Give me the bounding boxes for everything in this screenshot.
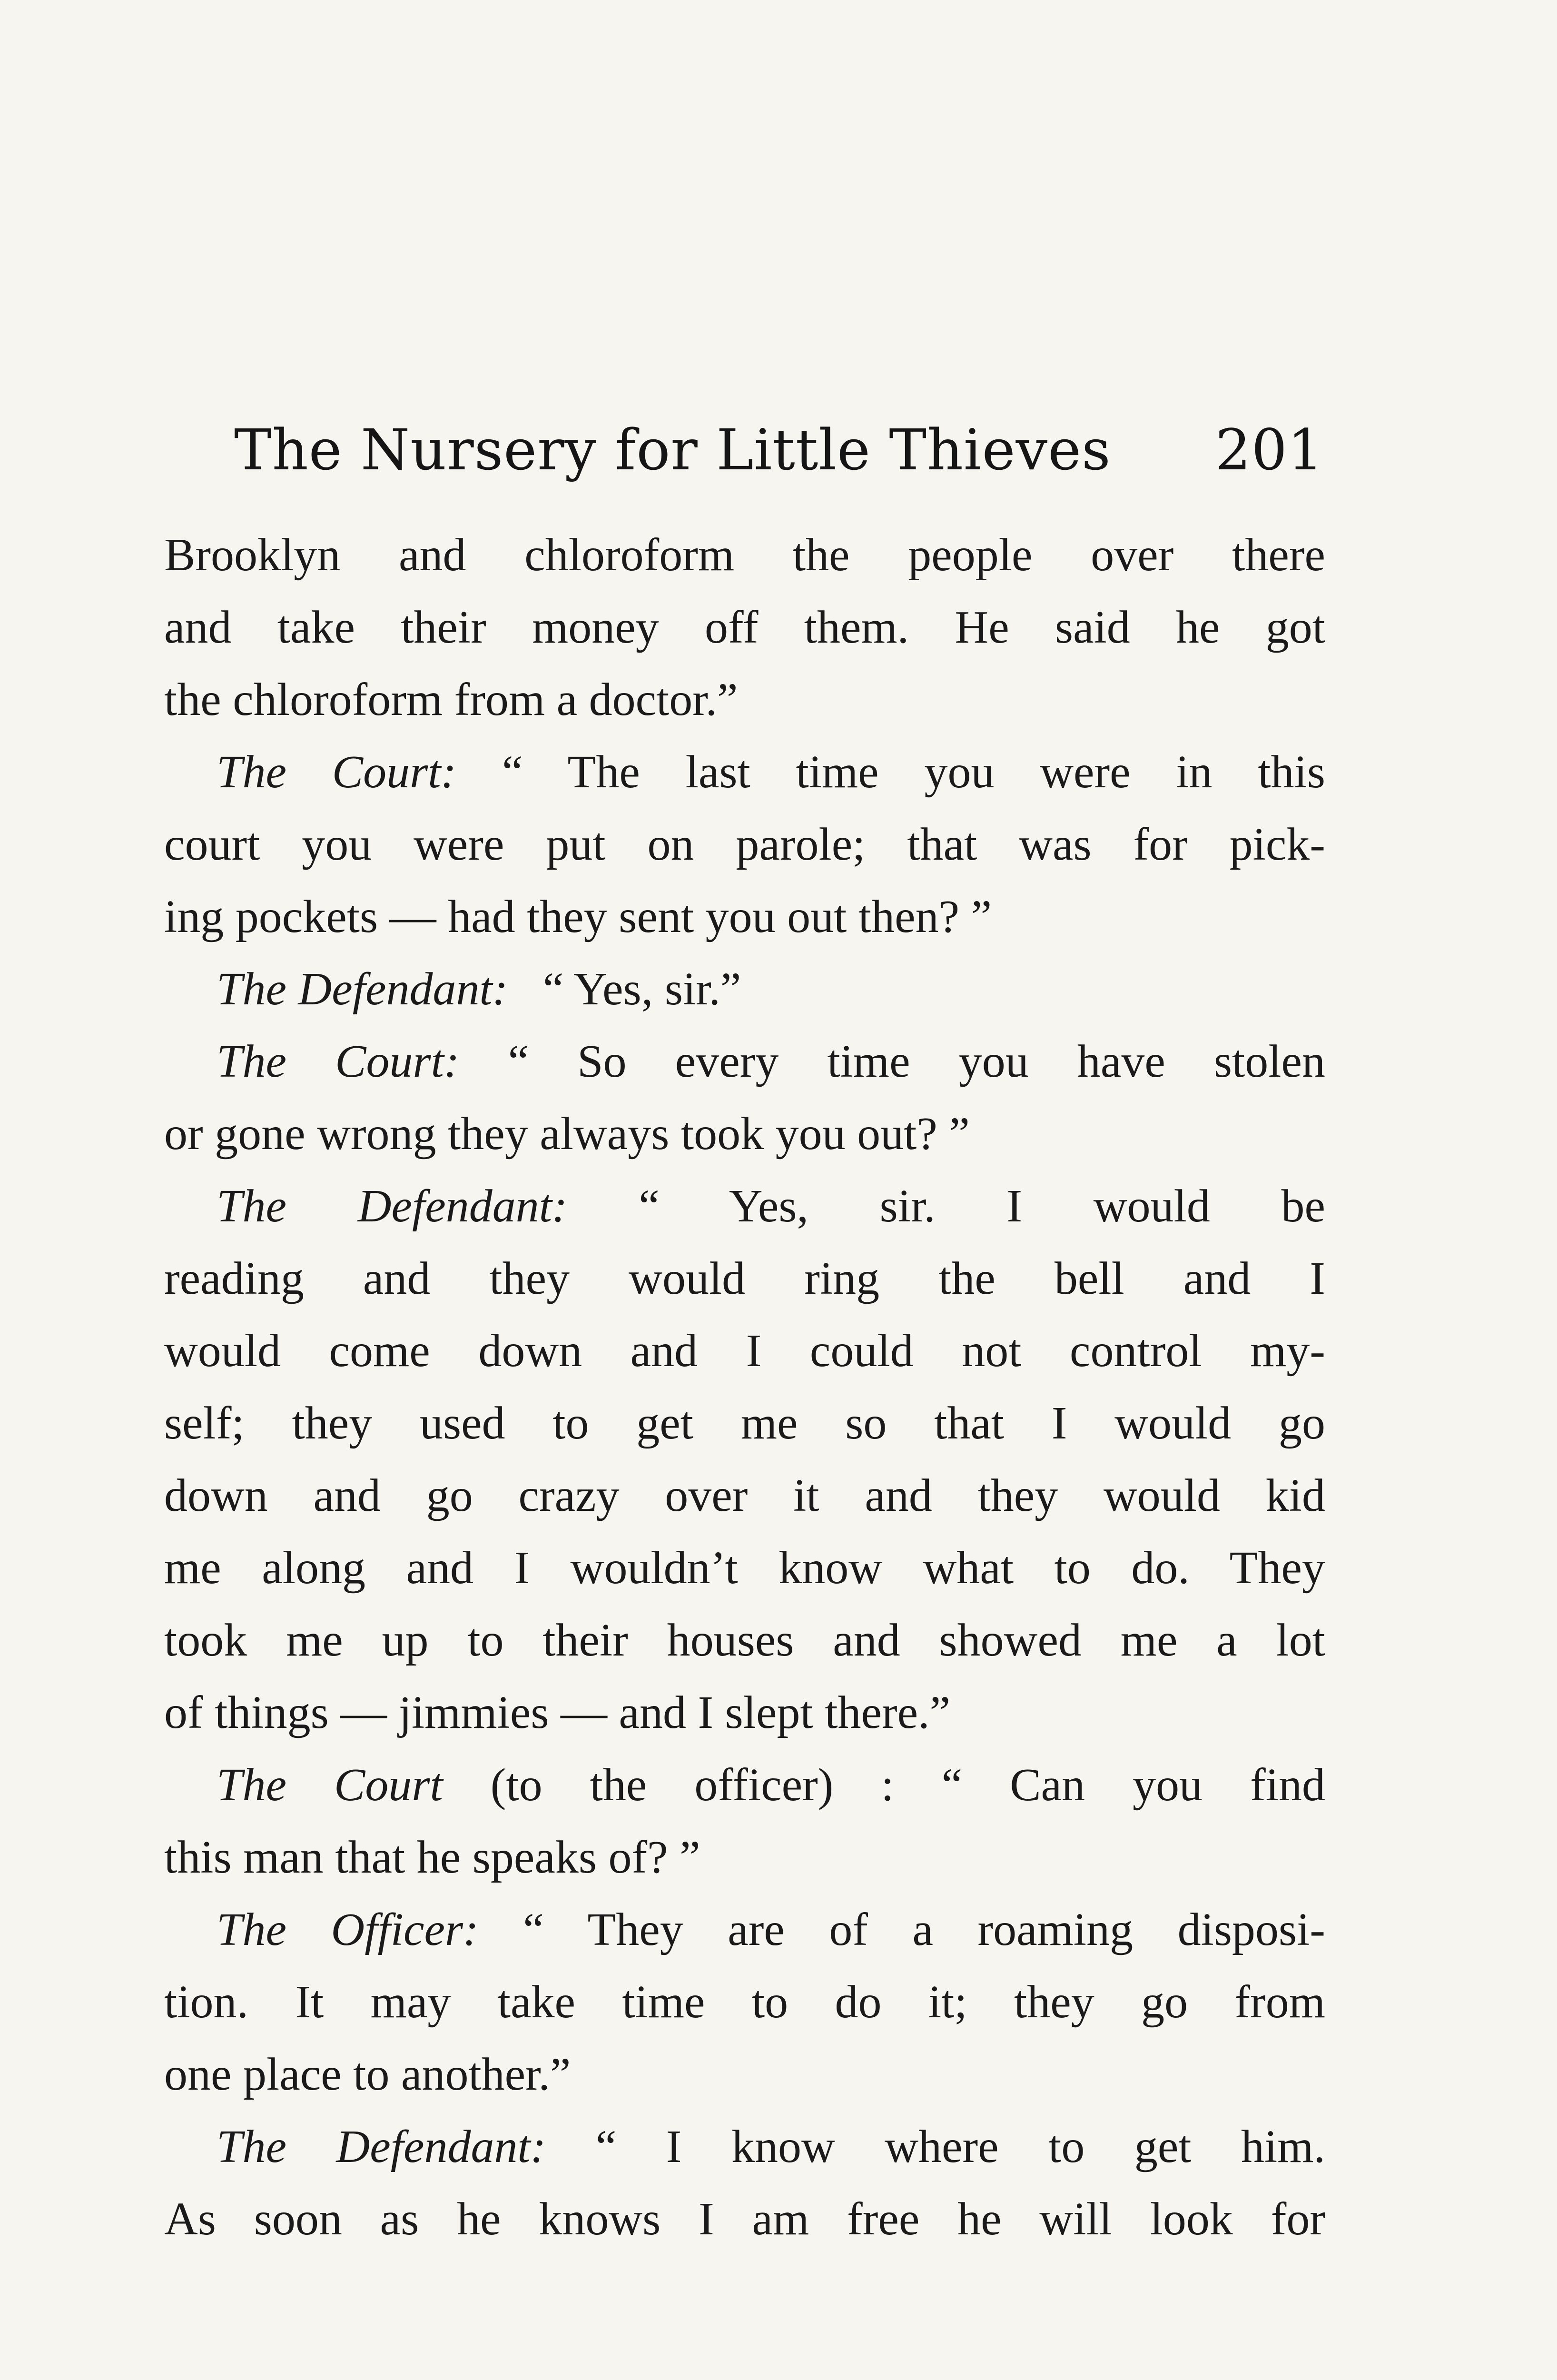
text-line: this man that he speaks of? ” — [164, 1832, 700, 1883]
dialogue-line: The Court (to the officer) : “ Can you find — [217, 1759, 1326, 1811]
text-line: and take their money off them. He said he got — [164, 602, 1325, 653]
dialogue-line: The Defendant: “ I know where to get him. — [217, 2121, 1326, 2172]
speaker-label: The Defendant: — [217, 2121, 546, 2172]
text-line: the chloroform from a doctor.” — [164, 674, 738, 725]
dialogue-line: The Court: “ The last time you were in this — [217, 746, 1326, 798]
speaker-label: The Court: — [217, 1036, 460, 1087]
body-text — [164, 519, 1325, 2255]
text-line: me along and I wouldn’t know what to do. They — [164, 1542, 1325, 1594]
dialogue-line: The Officer: “ They are of a roaming disposi- — [217, 1904, 1325, 1955]
text-line: As soon as he knows I am free he will look for — [164, 2193, 1325, 2245]
speaker-label: The Court: — [217, 746, 457, 798]
speaker-label: The Court — [217, 1759, 443, 1811]
speaker-label: The Defendant: — [217, 963, 508, 1015]
text-line: Brooklyn and chloroform the people over there — [164, 529, 1325, 581]
speaker-label: The Officer: — [217, 1904, 479, 1955]
text-line: reading and they would ring the bell and I — [164, 1253, 1325, 1304]
text-line: or gone wrong they always took you out? ” — [164, 1108, 970, 1160]
running-head — [234, 412, 1324, 488]
text-line: would come down and I could not control my- — [164, 1325, 1325, 1377]
text-line: down and go crazy over it and they would kid — [164, 1470, 1325, 1521]
text-line: took me up to their houses and showed me a lot — [164, 1615, 1325, 1666]
text-line: tion. It may take time to do it; they go from — [164, 1976, 1325, 2028]
dialogue-line: The Defendant: “ Yes, sir. I would be — [217, 1180, 1326, 1232]
dialogue-line: The Court: “ So every time you have stolen — [217, 1036, 1325, 1087]
text-line: self; they used to get me so that I would go — [164, 1398, 1325, 1449]
speaker-label: The Defendant: — [217, 1180, 568, 1232]
text-line: court you were put on parole; that was for pick- — [164, 819, 1325, 870]
dialogue-line: The Defendant: “ Yes, sir.” — [217, 963, 741, 1015]
text-line: one place to another.” — [164, 2049, 571, 2100]
text-line: ing pockets — had they sent you out then? ” — [164, 891, 992, 942]
page-number: 201 — [1215, 417, 1324, 483]
text-line: of things — jimmies — and I slept there.” — [164, 1687, 951, 1738]
running-head-title: The Nursery for Little Thieves — [234, 417, 1111, 483]
